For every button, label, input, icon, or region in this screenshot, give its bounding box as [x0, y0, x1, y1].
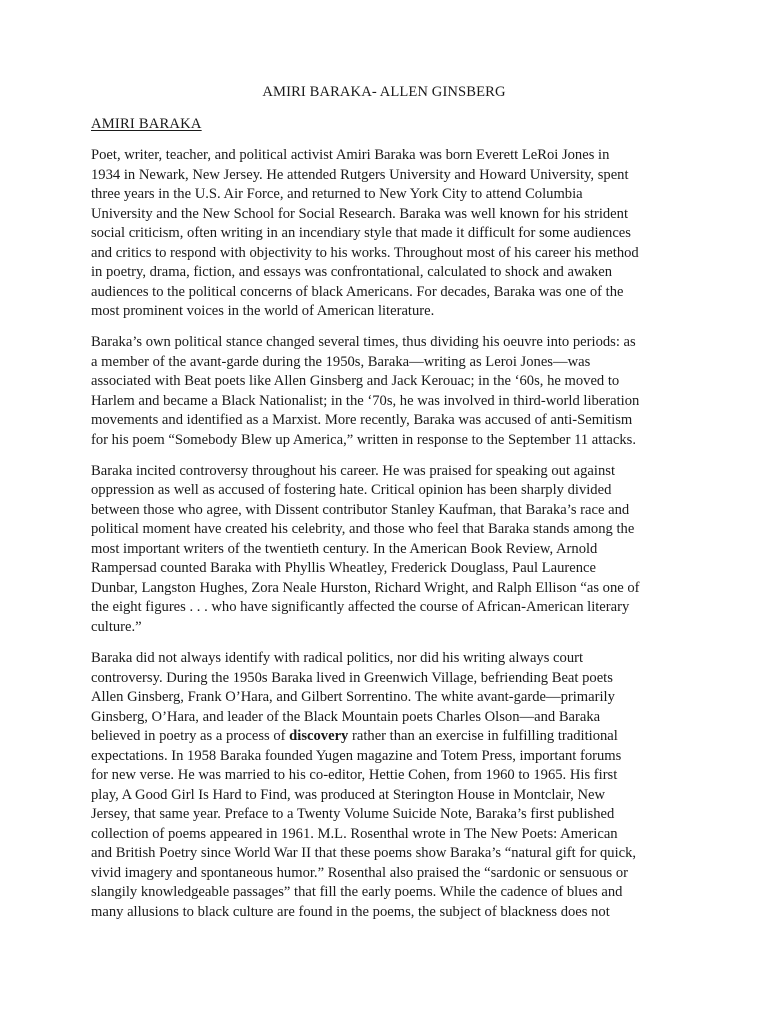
text-line: Jersey, that same year. Preface to a Twenty Volume Suicide Note, Baraka’s first published — [91, 806, 615, 823]
text-line: for new verse. He was married to his co-editor, Hettie Cohen, from 1960 to 1965. His first — [91, 767, 618, 784]
text-line: play, A Good Girl Is Hard to Find, was produced at Sterington House in Montclair, New — [91, 786, 606, 803]
text-line: most prominent voices in the world of American literature. — [91, 303, 435, 319]
text-line: culture.” — [91, 618, 142, 635]
text-line: Harlem and became a Black Nationalist; in the ‘70s, he was involved in third-world liberation — [91, 392, 640, 409]
text-line: collection of poems appeared in 1961. M.L. Rosenthal wrote in The New Poets: American — [91, 825, 618, 842]
text-line: a member of the avant-garde during the 1950s, Baraka—writing as Leroi Jones—was — [91, 353, 591, 370]
paragraph-2 — [91, 333, 687, 450]
text-line: audiences to the political concerns of black Americans. For decades, Baraka was one of the — [91, 283, 624, 300]
paragraph-4 — [91, 649, 687, 922]
text-line: for his poem “Somebody Blew up America,” written in response to the September 11 attacks. — [91, 431, 636, 448]
text-line: expectations. In 1958 Baraka founded Yugen magazine and Totem Press, important forums — [91, 747, 622, 764]
text-line: Poet, writer, teacher, and political activist Amiri Baraka was born Everett LeRoi Jones in — [91, 147, 610, 163]
text-line: controversy. During the 1950s Baraka lived in Greenwich Village, befriending Beat poets — [91, 669, 613, 686]
text-line: social criticism, often writing in an incendiary style that made it difficult for some audiences — [91, 225, 631, 241]
text-line: slangily knowledgeable passages” that fill the early poems. While the cadence of blues and — [91, 884, 623, 901]
text-line: most important writers of the twentieth century. In the American Book Review, Arnold — [91, 540, 598, 557]
text-line: Rampersad counted Baraka with Phyllis Wheatley, Frederick Douglass, Paul Laurence — [91, 560, 596, 577]
text-line: and critics to respond with objectivity to his works. Throughout most of his career his method — [91, 244, 639, 261]
text-line: 1934 in Newark, New Jersey. He attended Rutgers University and Howard University, spent — [91, 166, 629, 183]
text-line: Baraka incited controversy throughout his career. He was praised for speaking out against — [91, 462, 615, 479]
text-segment: believed in poetry as a process of — [91, 728, 290, 745]
bold-word: discovery — [289, 728, 349, 745]
text-line: movements and identified as a Marxist. More recently, Baraka was accused of anti-Semitism — [91, 412, 633, 429]
text-line: political moment have created his celebrity, and those who feel that Baraka stands among the — [91, 521, 635, 538]
text-line: between those who agree, with Dissent contributor Stanley Kaufman, that Baraka’s race and — [91, 501, 630, 518]
text-line-with-bold — [91, 727, 687, 747]
text-line: in poetry, drama, fiction, and essays was confrontational, calculated to shock and awaken — [91, 264, 613, 280]
text-line: associated with Beat poets like Allen Ginsberg and Jack Kerouac; in the ‘60s, he moved to — [91, 373, 620, 390]
text-line: Dunbar, Langston Hughes, Zora Neale Hurston, Richard Wright, and Ralph Ellison “as one of — [91, 579, 640, 596]
text-line: Baraka’s own political stance changed several times, thus dividing his oeuvre into periods: as — [91, 334, 636, 351]
section-heading: AMIRI BARAKA — [91, 116, 202, 132]
text-line: the eight figures . . . who have significantly affected the course of African-American literary — [91, 599, 630, 616]
text-line: Baraka did not always identify with radical politics, nor did his writing always court — [91, 650, 584, 667]
text-line: Ginsberg, O’Hara, and leader of the Black Mountain poets Charles Olson—and Baraka — [91, 708, 601, 725]
paragraph-1 — [91, 146, 687, 322]
text-segment: rather than an exercise in fulfilling traditional — [348, 728, 618, 745]
text-line: University and the New School for Social Research. Baraka was well known for his strident — [91, 205, 628, 222]
text-line: many allusions to black culture are found in the poems, the subject of blackness does not — [91, 903, 610, 920]
text-line: and British Poetry since World War II that these poems show Baraka’s “natural gift for quick, — [91, 845, 637, 862]
paragraph-3 — [91, 462, 687, 638]
document-body — [91, 146, 687, 934]
text-line: vivid imagery and spontaneous humor.” Rosenthal also praised the “sardonic or sensuous or — [91, 864, 629, 881]
document-title: AMIRI BARAKA- ALLEN GINSBERG — [262, 84, 506, 100]
text-line: oppression as well as accused of fostering hate. Critical opinion has been sharply divided — [91, 482, 612, 499]
text-line: Allen Ginsberg, Frank O’Hara, and Gilbert Sorrentino. The white avant-garde—primarily — [91, 689, 615, 706]
text-line: three years in the U.S. Air Force, and returned to New York City to attend Columbia — [91, 186, 583, 202]
